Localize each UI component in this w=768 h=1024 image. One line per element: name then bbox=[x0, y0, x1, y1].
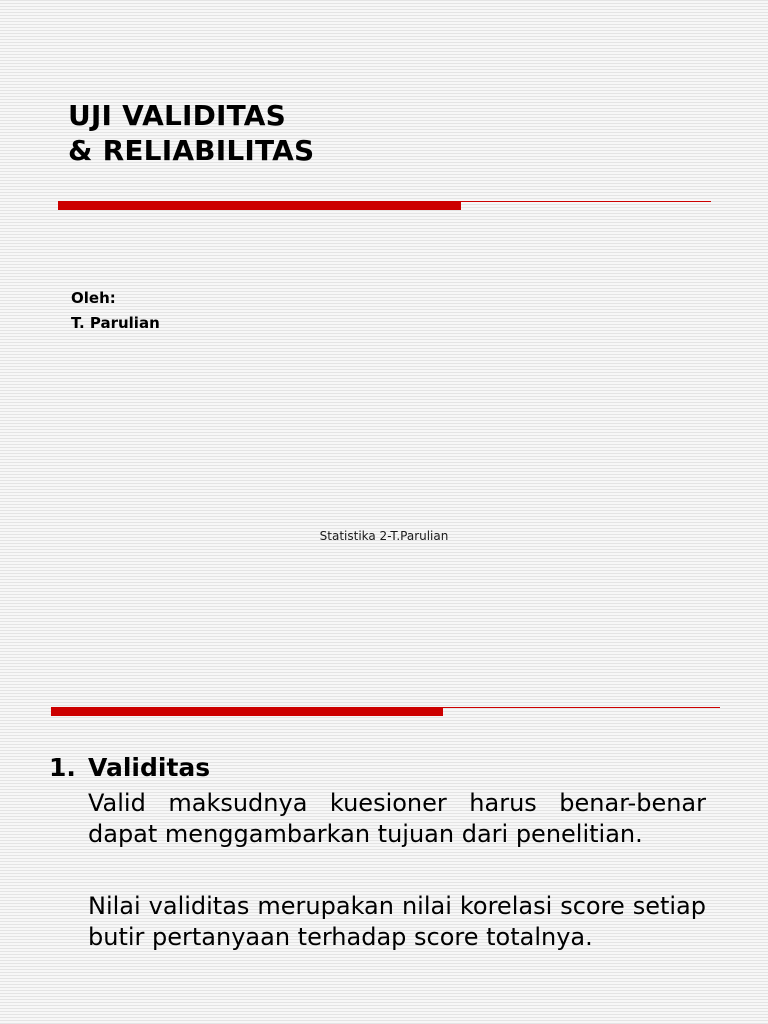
author-label: Oleh: bbox=[71, 289, 116, 307]
content-divider bbox=[51, 707, 720, 716]
section-number: 1. bbox=[49, 753, 76, 782]
paragraph-validity-value: Nilai validitas merupakan nilai korelasi score setiap butir pertanyaan terhadap score totalnya. bbox=[88, 892, 706, 951]
slide-title bbox=[68, 98, 314, 168]
divider-thick-segment bbox=[58, 201, 461, 210]
section-heading bbox=[49, 751, 210, 785]
author-name: T. Parulian bbox=[71, 314, 160, 332]
divider-thin-segment bbox=[443, 707, 720, 708]
section-title: Validitas bbox=[88, 753, 211, 782]
divider-thin-segment bbox=[461, 201, 711, 202]
divider-thick-segment bbox=[51, 707, 443, 716]
title-divider bbox=[58, 201, 711, 210]
paragraph-definition: Valid maksudnya kuesioner harus benar-benar dapat menggambarkan tujuan dari penelitian. bbox=[88, 789, 706, 848]
slide-footer: Statistika 2-T.Parulian bbox=[319, 529, 449, 543]
title-line-2: & RELIABILITAS bbox=[68, 134, 315, 167]
content-slide bbox=[0, 690, 768, 1024]
author-block bbox=[71, 286, 160, 336]
title-line-1: UJI VALIDITAS bbox=[68, 99, 287, 132]
